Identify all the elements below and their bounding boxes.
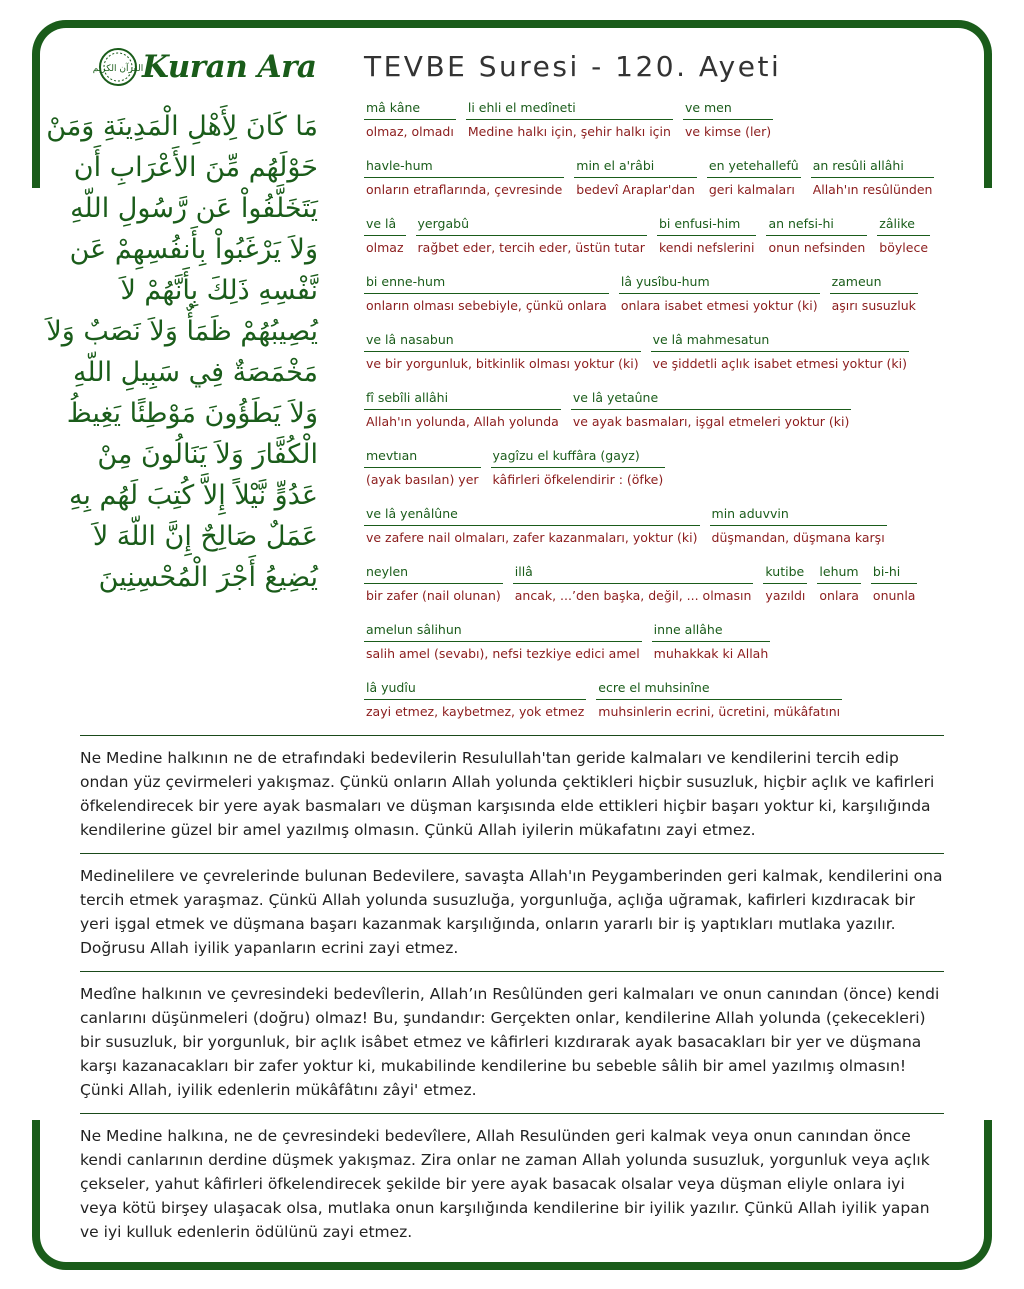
word-entry[interactable] xyxy=(574,158,697,198)
word-meaning: onların etraflarında, çevresinde xyxy=(366,182,563,197)
word-transliteration: ve lâ yetaûne xyxy=(571,390,852,410)
word-entry[interactable] xyxy=(651,332,909,372)
word-meaning: olmaz xyxy=(366,240,404,255)
word-transliteration: fî sebîli allâhi xyxy=(364,390,561,410)
word-entry[interactable] xyxy=(817,564,861,604)
word-transliteration: bi enfusi-him xyxy=(657,216,756,236)
word-transliteration: lehum xyxy=(817,564,861,584)
word-meaning: bir zafer (nail olunan) xyxy=(366,588,501,603)
word-meaning: bedevî Araplar'dan xyxy=(576,182,695,197)
word-meaning: ve ayak basmaları, işgal etmeleri yoktur (ki) xyxy=(572,414,850,429)
word-entry[interactable] xyxy=(364,506,700,546)
word-meaning: olmaz, olmadı xyxy=(366,124,454,139)
word-transliteration: an resûli allâhi xyxy=(811,158,935,178)
word-meaning: Allah'ın yolunda, Allah yolunda xyxy=(366,414,559,429)
word-entry[interactable] xyxy=(416,216,647,256)
word-transliteration: ecre el muhsinîne xyxy=(596,680,842,700)
word-transliteration: li ehli el medîneti xyxy=(466,100,673,120)
translation-paragraph: Ne Medine halkına, ne de çevresindeki bedevîlere, Allah Resulünden geri kalmak veya onun canından önce kendi canlarının derdine düşmek yakışmaz. Zira onlar ne zaman Allah yolunda susuzluk, yorgunluk veya açlık çekseler, yahut kâfirleri öfkelendirecek şekilde bir yere ayak basacak olsalar veya düşman eliyle onlara iyi veya kötü birşey ulaşacak olsa, mutlaka onun karşılığında kendilerine bir iyilik yazılır. Çünkü Allah iyilik yapan ve iyi kulluk edenlerin ödülünü zayi etmez. xyxy=(80,1113,944,1255)
word-by-word-meanings xyxy=(364,100,964,729)
word-entry[interactable] xyxy=(596,680,842,720)
word-entry[interactable] xyxy=(364,680,586,720)
word-transliteration: min aduvvin xyxy=(710,506,887,526)
word-entry[interactable] xyxy=(710,506,887,546)
word-meaning: yazıldı xyxy=(765,588,806,603)
word-entry[interactable] xyxy=(619,274,820,314)
word-entry[interactable] xyxy=(364,274,609,314)
word-transliteration: inne allâhe xyxy=(652,622,771,642)
seal-lettering: القرآن الكريم xyxy=(92,64,144,74)
word-entry[interactable] xyxy=(763,564,807,604)
word-entry[interactable] xyxy=(364,158,564,198)
word-transliteration: yergabû xyxy=(416,216,647,236)
word-meaning: aşırı susuzluk xyxy=(831,298,916,313)
word-transliteration: mâ kâne xyxy=(364,100,456,120)
word-entry[interactable] xyxy=(364,448,481,488)
word-transliteration: amelun sâlihun xyxy=(364,622,642,642)
word-transliteration: zameun xyxy=(830,274,918,294)
word-transliteration: zâlike xyxy=(877,216,930,236)
word-meaning: muhsinlerin ecrini, ücretini, mükâfatını xyxy=(598,704,841,719)
word-transliteration: en yetehallefû xyxy=(707,158,801,178)
word-meaning: rağbet eder, tercih eder, üstün tutar xyxy=(417,240,645,255)
translation-paragraph: Medîne halkının ve çevresindeki bedevîlerin, Allah’ın Resûlünden geri kalmaları ve onun canından (önce) kendi canlarını düşünmeleri (doğru) olmaz! Bu, şundandır: Gerçekten onlar, kendilerine Allah yolunda (çekecekleri) bir susuzluk, bir yorgunluk, bir açlık isâbet etmez ve kâfirleri kızdırarak ayak basacakları bir yer ve düşmana karşı kazanacakları bir zafer yoktur ki, mukabilinde kendilerine bu sebeble sâlih bir amel yazılmış olmasın! Çünki Allah, iyilik edenlerin mükâfâtını zâyi' etmez. xyxy=(80,971,944,1113)
word-entry[interactable] xyxy=(364,100,456,140)
arabic-verse: مَا كَانَ لِأَهْلِ الْمَدِينَةِ وَمَنْ حَوْلَهُم مِّنَ الأَعْرَابِ أَن يَتَخَلَّفُواْ عَن رَّسُولِ اللّهِ وَلاَ يَرْغَبُواْ بِأَنفُسِهِمْ عَن نَّفْسِهِ ذَلِكَ بِأَنَّهُمْ لاَ يُصِيبُهُمْ ظَمَأٌ وَلاَ نَصَبٌ وَلاَ مَخْمَصَةٌ فِي سَبِيلِ اللّهِ وَلاَ يَطَؤُونَ مَوْطِئًا يَغِيظُ الْكُفَّارَ وَلاَ يَنَالُونَ مِنْ عَدُوٍّ نَّيْلاً إِلاَّ كُتِبَ لَهُم بِهِ عَمَلٌ صَالِحٌ إِنَّ اللّهَ لاَ يُضِيعُ أَجْرَ الْمُحْسِنِينَ xyxy=(46,111,318,593)
word-meaning: ve kimse (ler) xyxy=(684,124,772,139)
word-entry[interactable] xyxy=(683,100,773,140)
word-transliteration: kutibe xyxy=(763,564,807,584)
word-meaning: kendi nefslerini xyxy=(658,240,755,255)
word-transliteration: ve men xyxy=(683,100,773,120)
word-transliteration: havle-hum xyxy=(364,158,564,178)
word-transliteration: lâ yudîu xyxy=(364,680,586,700)
word-transliteration: neylen xyxy=(364,564,503,584)
word-meaning: zayi etmez, kaybetmez, yok etmez xyxy=(366,704,585,719)
word-entry[interactable] xyxy=(871,564,918,604)
word-meaning: ve şiddetli açlık isabet etmesi yoktur (ki) xyxy=(652,356,907,371)
word-meaning: Medine halkı için, şehir halkı için xyxy=(467,124,671,139)
word-entry[interactable] xyxy=(364,332,641,372)
quran-seal-icon xyxy=(92,47,144,87)
word-entry[interactable] xyxy=(766,216,867,256)
word-meaning: ve bir yorgunluk, bitkinlik olması yoktur (ki) xyxy=(366,356,639,371)
word-meaning: ve zafere nail olmaları, zafer kazanmaları, yoktur (ki) xyxy=(366,530,698,545)
word-transliteration: yagîzu el kuffâra (gayz) xyxy=(491,448,666,468)
word-transliteration: ve lâ yenâlûne xyxy=(364,506,700,526)
word-entry[interactable] xyxy=(657,216,756,256)
site-logo[interactable] xyxy=(92,44,318,90)
word-entry[interactable] xyxy=(652,622,771,662)
word-entry[interactable] xyxy=(364,622,642,662)
word-meaning: onların olması sebebiyle, çünkü onlara xyxy=(366,298,607,313)
word-meaning: Allah'ın resûlünden xyxy=(812,182,933,197)
word-transliteration: ve lâ mahmesatun xyxy=(651,332,909,352)
word-entry[interactable] xyxy=(364,390,561,430)
word-meaning: salih amel (sevabı), nefsi tezkiye edici amel xyxy=(366,646,640,661)
word-meaning: geri kalmaları xyxy=(708,182,795,197)
word-transliteration: min el a'râbi xyxy=(574,158,697,178)
word-entry[interactable] xyxy=(466,100,673,140)
word-meaning: onlara xyxy=(819,588,859,603)
word-meaning: onunla xyxy=(872,588,916,603)
word-meaning: ancak, ...’den başka, değil, ... olmasın xyxy=(514,588,752,603)
logo-text: Kuran Ara xyxy=(142,49,317,85)
word-transliteration: bi enne-hum xyxy=(364,274,609,294)
word-transliteration: an nefsi-hi xyxy=(766,216,867,236)
word-meaning: düşmandan, düşmana karşı xyxy=(711,530,885,545)
word-entry[interactable] xyxy=(811,158,935,198)
word-transliteration: illâ xyxy=(513,564,754,584)
word-transliteration: ve lâ xyxy=(364,216,406,236)
word-entry[interactable] xyxy=(877,216,930,256)
word-entry[interactable] xyxy=(513,564,754,604)
word-meaning: (ayak basılan) yer xyxy=(366,472,479,487)
word-entry[interactable] xyxy=(364,216,406,256)
word-entry[interactable] xyxy=(830,274,918,314)
word-entry[interactable] xyxy=(364,564,503,604)
word-transliteration: ve lâ nasabun xyxy=(364,332,641,352)
word-meaning: onun nefsinden xyxy=(768,240,866,255)
word-entry[interactable] xyxy=(571,390,852,430)
page-title: TEVBE Suresi - 120. Ayeti xyxy=(364,50,782,83)
translations-list xyxy=(80,735,944,1255)
word-entry[interactable] xyxy=(707,158,801,198)
word-meaning: böylece xyxy=(879,240,929,255)
translation-paragraph: Ne Medine halkının ne de etrafındaki bedevilerin Resulullah'tan geride kalmaları ve kendilerini tercih edip ondan yüz çevirmeleri yakışmaz. Çünkü onların Allah yolunda çektikleri hiçbir susuzluk, hiçbir açlık ve kafirleri öfkelendirecek bir yere ayak basmaları ve düşman karşısında elde ettikleri hiçbir başarı yoktur ki, karşılığında kendilerine güzel bir amel yazılmış olmasın. Çünkü Allah iyilerin mükafatını zayi etmez. xyxy=(80,735,944,853)
word-meaning: onlara isabet etmesi yoktur (ki) xyxy=(620,298,818,313)
word-meaning: muhakkak ki Allah xyxy=(653,646,769,661)
word-transliteration: lâ yusîbu-hum xyxy=(619,274,820,294)
word-transliteration: mevtıan xyxy=(364,448,481,468)
translation-paragraph: Medinelilere ve çevrelerinde bulunan Bedevilere, savaşta Allah'ın Peygamberinden geri kalmak, kendilerini ona tercih etmek yaraşmaz. Çünkü Allah yolunda susuzluğa, yorgunluğa, açlığa uğramak, kafirleri kızdıracak bir yeri işgal etmek ve düşmana başarı kazanmak karşılığında, onların yararlı bir iş yaptıkları mutlaka yazılır. Doğrusu Allah iyilik yapanların ecrini zayi etmez. xyxy=(80,853,944,971)
word-meaning: kâfirleri öfkelendirir : (öfke) xyxy=(492,472,664,487)
word-entry[interactable] xyxy=(491,448,666,488)
word-transliteration: bi-hi xyxy=(871,564,918,584)
